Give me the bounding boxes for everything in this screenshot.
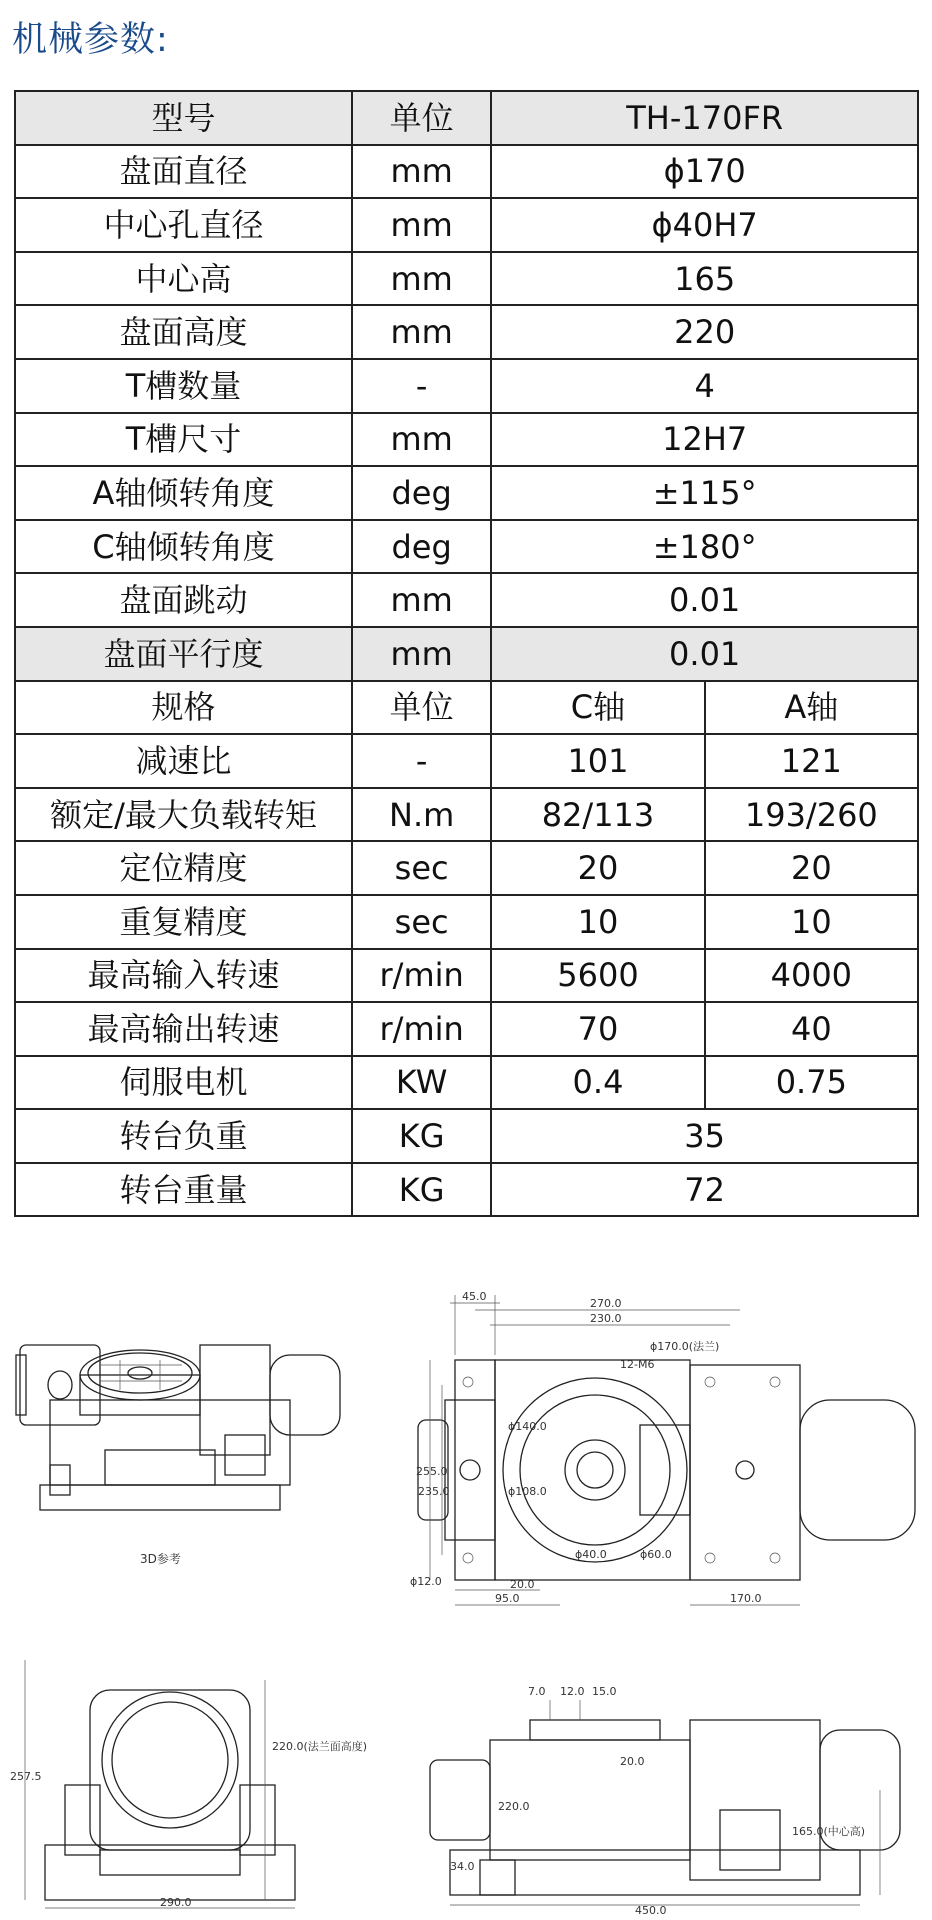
dim-15: 15.0: [592, 1685, 617, 1698]
table-row: [15, 949, 918, 1003]
row-value: 12H7: [491, 413, 918, 467]
row-a-value: 20: [705, 841, 918, 895]
dim-40: ϕ40.0: [575, 1548, 607, 1561]
row-unit: mm: [352, 252, 491, 306]
table-row: [15, 252, 918, 306]
row-unit: r/min: [352, 1002, 491, 1056]
row-unit: KG: [352, 1163, 491, 1217]
3d-caption: 3D参考: [140, 1552, 181, 1566]
row-value: 0.01: [491, 627, 918, 681]
row-unit: mm: [352, 198, 491, 252]
header-cell-unit: 单位: [352, 681, 491, 735]
row-value: ϕ170: [491, 145, 918, 199]
dim-170-flange: ϕ170.0(法兰): [650, 1340, 720, 1353]
dim-170: 170.0: [730, 1592, 762, 1605]
row-name: 盘面平行度: [15, 627, 352, 681]
table-row: [15, 788, 918, 842]
dim-140: ϕ140.0: [508, 1420, 547, 1433]
page-title: 机械参数:: [12, 20, 169, 60]
dim-95: 95.0: [495, 1592, 520, 1605]
front-view-drawing: [10, 1640, 368, 1915]
dim-45: 45.0: [462, 1290, 487, 1303]
row-unit: N.m: [352, 788, 491, 842]
row-name: 额定/最大负载转矩: [15, 788, 352, 842]
row-name: 盘面直径: [15, 145, 352, 199]
row-c-value: 5600: [491, 949, 704, 1003]
dim-270: 270.0: [590, 1297, 622, 1310]
table-row: [15, 305, 918, 359]
table-row: [15, 466, 918, 520]
row-unit: mm: [352, 573, 491, 627]
dim-450: 450.0: [635, 1904, 667, 1917]
row-c-value: 101: [491, 734, 704, 788]
header-cell-c-axis: C轴: [491, 681, 704, 735]
dim-108: ϕ108.0: [508, 1485, 547, 1498]
dim-230: 230.0: [590, 1312, 622, 1325]
row-unit: mm: [352, 305, 491, 359]
table-row: [15, 520, 918, 574]
row-unit: deg: [352, 520, 491, 574]
table-row: [15, 1109, 918, 1163]
table-row: [15, 1163, 918, 1217]
row-c-value: 70: [491, 1002, 704, 1056]
row-a-value: 4000: [705, 949, 918, 1003]
table-row: [15, 841, 918, 895]
row-c-value: 0.4: [491, 1056, 704, 1110]
row-a-value: 121: [705, 734, 918, 788]
dim-12: 12.0: [560, 1685, 585, 1698]
table-row: [15, 1056, 918, 1110]
row-c-value: 10: [491, 895, 704, 949]
row-value: ±180°: [491, 520, 918, 574]
dim-20: 20.0: [510, 1578, 535, 1591]
row-value: ϕ40H7: [491, 198, 918, 252]
row-name: 盘面高度: [15, 305, 352, 359]
row-value: 0.01: [491, 573, 918, 627]
dim-257: 257.5: [10, 1770, 42, 1783]
row-unit: KW: [352, 1056, 491, 1110]
dim-220: 220.0: [498, 1800, 530, 1813]
row-name: 转台负重: [15, 1109, 352, 1163]
table-row: [15, 145, 918, 199]
row-name: T槽尺寸: [15, 413, 352, 467]
row-value: 35: [491, 1109, 918, 1163]
row-a-value: 40: [705, 1002, 918, 1056]
row-unit: sec: [352, 895, 491, 949]
row-unit: deg: [352, 466, 491, 520]
row-value: 165: [491, 252, 918, 306]
table-row: [15, 895, 918, 949]
row-unit: mm: [352, 145, 491, 199]
row-value: ±115°: [491, 466, 918, 520]
row-value: 4: [491, 359, 918, 413]
dim-165-center: 165.0(中心高): [792, 1825, 866, 1838]
side-view-drawing: [420, 1660, 920, 1915]
table-row: [15, 91, 918, 145]
row-name: 重复精度: [15, 895, 352, 949]
table-row: [15, 198, 918, 252]
table-row: [15, 573, 918, 627]
row-unit: r/min: [352, 949, 491, 1003]
header-cell-a-axis: A轴: [705, 681, 918, 735]
row-name: 伺服电机: [15, 1056, 352, 1110]
dim-220-flange: 220.0(法兰面高度): [272, 1740, 368, 1753]
row-name: T槽数量: [15, 359, 352, 413]
row-name: 中心高: [15, 252, 352, 306]
row-name: A轴倾转角度: [15, 466, 352, 520]
row-value: 220: [491, 305, 918, 359]
row-name: 转台重量: [15, 1163, 352, 1217]
row-value: 72: [491, 1163, 918, 1217]
table-row: [15, 627, 918, 681]
header-cell-model: 型号: [15, 91, 352, 145]
dim-12-m6: 12-M6: [620, 1358, 655, 1371]
row-a-value: 0.75: [705, 1056, 918, 1110]
row-c-value: 82/113: [491, 788, 704, 842]
header-cell-value: TH-170FR: [491, 91, 918, 145]
row-name: 最高输出转速: [15, 1002, 352, 1056]
dim-12: ϕ12.0: [410, 1575, 442, 1588]
table-row: [15, 681, 918, 735]
table-row: [15, 413, 918, 467]
header-cell-spec: 规格: [15, 681, 352, 735]
row-unit: mm: [352, 413, 491, 467]
row-unit: -: [352, 359, 491, 413]
table-row: [15, 734, 918, 788]
row-name: 减速比: [15, 734, 352, 788]
dim-20: 20.0: [620, 1755, 645, 1768]
row-name: 盘面跳动: [15, 573, 352, 627]
3d-reference-drawing: [10, 1235, 350, 1555]
row-name: 最高输入转速: [15, 949, 352, 1003]
dim-34: 34.0: [450, 1860, 475, 1873]
row-c-value: 20: [491, 841, 704, 895]
row-unit: sec: [352, 841, 491, 895]
row-name: C轴倾转角度: [15, 520, 352, 574]
spec-table: [14, 90, 919, 1217]
row-name: 中心孔直径: [15, 198, 352, 252]
row-unit: KG: [352, 1109, 491, 1163]
top-view-drawing: [410, 1270, 920, 1615]
table-row: [15, 359, 918, 413]
row-unit: mm: [352, 627, 491, 681]
header-cell-unit: 单位: [352, 91, 491, 145]
row-unit: -: [352, 734, 491, 788]
dim-7: 7.0: [528, 1685, 546, 1698]
dim-60: ϕ60.0: [640, 1548, 672, 1561]
row-a-value: 10: [705, 895, 918, 949]
row-a-value: 193/260: [705, 788, 918, 842]
dim-290: 290.0: [160, 1896, 192, 1909]
dim-235: 235.0: [418, 1485, 450, 1498]
table-row: [15, 1002, 918, 1056]
row-name: 定位精度: [15, 841, 352, 895]
dim-255: 255.0: [416, 1465, 448, 1478]
